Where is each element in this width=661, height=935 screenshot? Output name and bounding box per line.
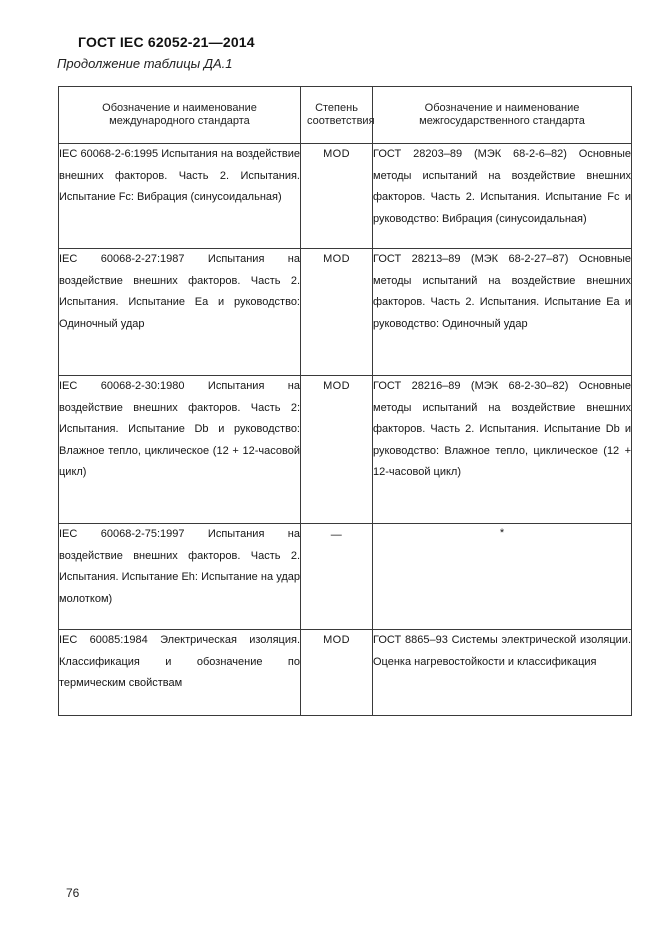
cell-international: IEC 60068-2-27:1987 Испытания на воздействие внешних факторов. Часть 2. Испытания. Испытание Ea и руководство: Одиночный удар (59, 249, 301, 376)
cell-international: IEC 60085:1984 Электрическая изоляция. Классификация и обозначение по термическим свойствам (59, 630, 301, 716)
table-row (59, 249, 632, 376)
cell-international: IEC 60068-2-6:1995 Испытания на воздействие внешних факторов. Часть 2. Испытания. Испытание Fc: Вибрация (синусоидальная) (59, 144, 301, 249)
table-header-row (59, 87, 632, 144)
cell-interstate: ГОСТ 28213–89 (МЭК 68-2-27–87) Основные методы испытаний на воздействие внешних факторов. Часть 2. Испытания. Испытание Ea и руководство: Одиночный удар (373, 249, 632, 376)
table-continuation-caption: Продолжение таблицы ДА.1 (57, 56, 233, 71)
cell-interstate: ГОСТ 8865–93 Системы электрической изоляции. Оценка нагревостойкости и классификация (373, 630, 632, 716)
document-code: ГОСТ IEC 62052-21—2014 (78, 34, 255, 50)
cell-interstate: ГОСТ 28203–89 (МЭК 68-2-6–82) Основные методы испытаний на воздействие внешних факторов. Часть 2. Испытания. Испытание Fc и руководство: Вибрация (синусоидальная) (373, 144, 632, 249)
header-interstate-standard: Обозначение и наименование межгосударственного стандарта (373, 87, 632, 144)
cell-degree: MOD (301, 249, 373, 376)
page-number: 76 (66, 886, 80, 900)
cell-degree (301, 524, 373, 630)
cell-degree: MOD (301, 376, 373, 524)
cell-international: IEC 60068-2-30:1980 Испытания на воздействие внешних факторов. Часть 2: Испытания. Испытание Db и руководство: Влажное тепло, циклическое (12 + 12-часовой цикл) (59, 376, 301, 524)
cell-international: IEC 60068-2-75:1997 Испытания на воздействие внешних факторов. Часть 2. Испытания. Испытание Eh: Испытание на удар молотком) (59, 524, 301, 630)
cell-degree: MOD (301, 630, 373, 716)
header-degree-of-conformity: Степень соответствия (301, 87, 373, 144)
cell-interstate (373, 524, 632, 630)
cell-degree: MOD (301, 144, 373, 249)
standards-correspondence-table (58, 86, 632, 716)
table-row (59, 376, 632, 524)
table-row (59, 524, 632, 630)
no-correspondence-dash: — (330, 529, 343, 541)
header-international-standard: Обозначение и наименование международного стандарта (59, 87, 301, 144)
cell-interstate: ГОСТ 28216–89 (МЭК 68-2-30–82) Основные методы испытаний на воздействие внешних факторов. Часть 2. Испытания. Испытание Db и руководство: Влажное тепло, циклическое (12 + 12-часовой цикл) (373, 376, 632, 524)
table-row (59, 144, 632, 249)
footnote-asterisk: * (499, 527, 505, 539)
table-row (59, 630, 632, 716)
